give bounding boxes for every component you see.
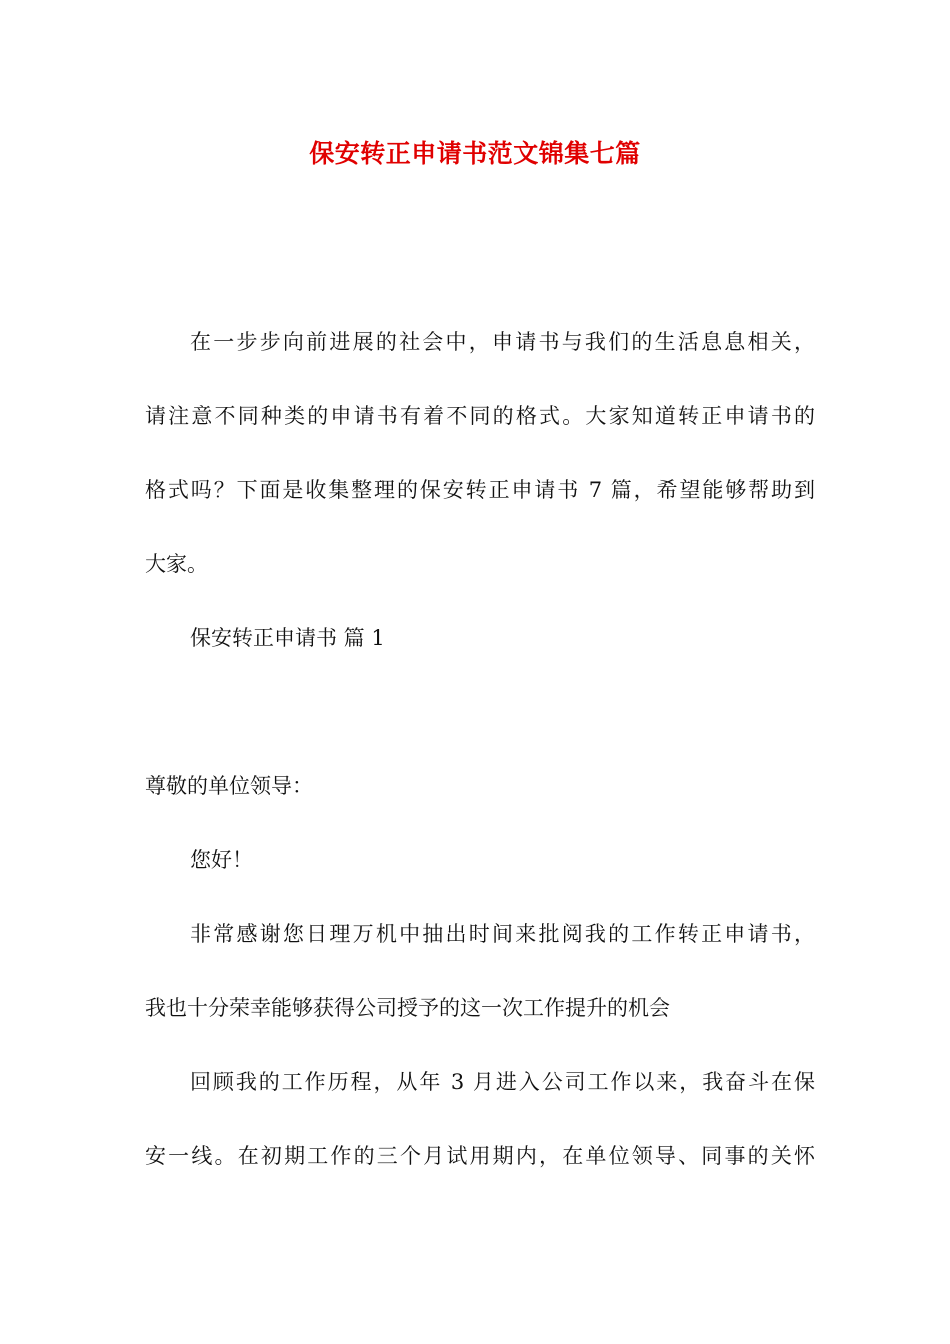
para1-line-2: 我也十分荣幸能够获得公司授予的这一次工作提升的机会 (145, 996, 670, 1020)
para1-line-1: 非常感谢您日理万机中抽出时间来批阅我的工作转正申请书， (190, 922, 815, 946)
salutation: 尊敬的单位领导： (145, 774, 313, 798)
para2-line-2: 安一线。在初期工作的三个月试用期内，在单位领导、同事的关怀 (145, 1144, 815, 1168)
section-heading: 保安转正申请书 篇 1 (190, 626, 385, 650)
greeting: 您好！ (190, 848, 253, 872)
intro-line-3: 格式吗？下面是收集整理的保安转正申请书 7 篇，希望能够帮助到 (145, 478, 815, 502)
intro-line-4: 大家。 (145, 552, 208, 576)
document-title: 保安转正申请书范文锦集七篇 (309, 139, 641, 168)
para2-line-1: 回顾我的工作历程，从年 3 月进入公司工作以来，我奋斗在保 (190, 1070, 815, 1094)
intro-line-2: 请注意不同种类的申请书有着不同的格式。大家知道转正申请书的 (145, 404, 815, 428)
intro-line-1: 在一步步向前进展的社会中，申请书与我们的生活息息相关， (190, 330, 815, 354)
